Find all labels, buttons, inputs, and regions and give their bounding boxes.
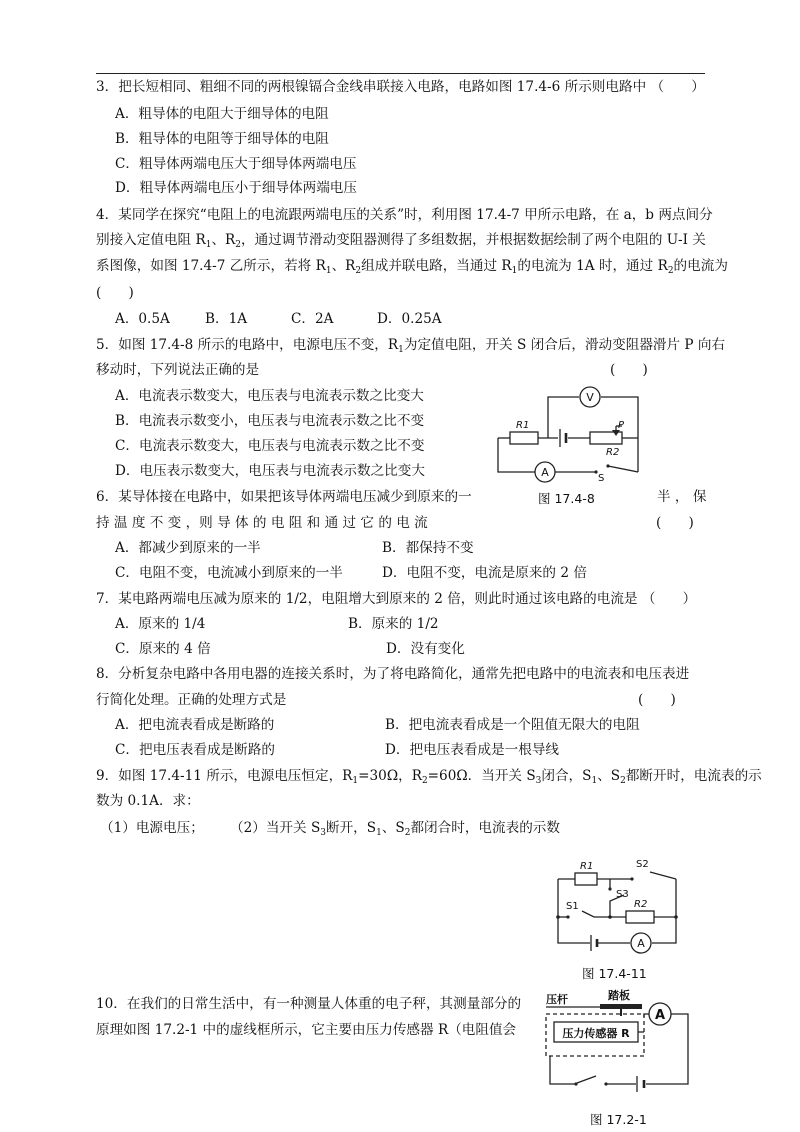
- q4-line2: 别接入定值电阻 $R_1$、$R_2$，通过调节滑动变阻器测得了多组数据，并根据数据绘制了两个电阻的 U-I 关: [96, 232, 706, 250]
- q6-line1-tail: 半 ， 保: [657, 489, 707, 505]
- q10-line2: 原理如图 17.2-1 中的虚线框所示，它主要由压力传感器 R（电阻值会: [96, 1022, 517, 1038]
- voltmeter-label: V: [586, 391, 594, 404]
- q6-option-a: A．都减少到原来的一半: [115, 540, 261, 556]
- scale-circuit-diagram-17-2-1: [540, 990, 700, 1100]
- q10-line1: 10．在我们的日常生活中，有一种测量人体重的电子秤，其测量部分的: [96, 996, 522, 1012]
- q9-part2: （2）当开关 $S_3$断开，$S_1$、$S_2$都闭合时，电流表的示数: [230, 820, 560, 838]
- r2-label: R2: [606, 447, 620, 458]
- s2-label: S2: [636, 859, 649, 870]
- q5-line2: 移动时，下列说法正确的是: [96, 362, 260, 378]
- q5-option-c: C．电流表示数变大，电压表与电流表示数之比不变: [115, 438, 425, 454]
- q6-answer-bracket: ( ): [656, 515, 694, 531]
- footplate-label: 踏板: [608, 989, 630, 1002]
- circuit-diagram-17-4-11: [550, 855, 685, 955]
- s1-label: S1: [566, 901, 579, 912]
- q6-option-c: C．电阻不变，电流减小到原来的一半: [115, 565, 343, 581]
- q8-answer-bracket: ( ): [638, 692, 676, 708]
- ammeter-label: A: [541, 466, 549, 479]
- q8-line1: 8．分析复杂电路中各用电器的连接关系时，为了将电路简化，通常先把电路中的电流表和电压表进: [96, 666, 690, 682]
- footplate: [600, 1004, 642, 1009]
- q4-option-c: C．2A: [291, 311, 334, 327]
- q3-option-d: D．粗导体两端电压小于细导体两端电压: [115, 180, 357, 196]
- figure-caption-17-4-8: 图 17.4-8: [538, 491, 595, 506]
- q3-stem: 3．把长短相同、粗细不同的两根镍镉合金线串联接入电路，电路如图 17.4-6 所示则电路中 （ ）: [96, 79, 705, 95]
- q7-option-b: B．原来的 1/2: [348, 616, 439, 632]
- q8-option-d: D．把电压表看成是一根导线: [385, 742, 560, 758]
- header-rule: [96, 73, 705, 74]
- figure-caption-17-2-1: 图 17.2-1: [590, 1112, 647, 1127]
- q8-option-b: B．把电流表看成是一个阻值无限大的电阻: [385, 717, 640, 733]
- r1-resistor: [575, 873, 597, 885]
- ammeter-label: A: [654, 1008, 666, 1023]
- q8-option-c: C．把电压表看成是断路的: [115, 742, 275, 758]
- q4-option-b: B．1A: [205, 311, 248, 327]
- q5-line1: 5．如图 17.4-8 所示的电路中，电源电压不变，$R_1$为定值电阻，开关 S 闭合后，滑动变阻器滑片 P 向右: [96, 337, 726, 355]
- figure-caption-17-4-11: 图 17.4-11: [582, 966, 647, 981]
- r1-label: R1: [580, 861, 594, 872]
- r1-resistor: [510, 432, 538, 444]
- q5-answer-bracket: ( ): [610, 362, 648, 378]
- q5-option-d: D．电压表示数变大，电压表与电流表示数之比变大: [115, 463, 425, 479]
- r2-label: R2: [634, 899, 648, 910]
- q6-line2: 持 温 度 不 变 ，则 导 体 的 电 阻 和 通 过 它 的 电 流: [96, 515, 428, 531]
- q8-option-a: A．把电流表看成是断路的: [115, 717, 275, 733]
- switch-s-label: S: [598, 473, 605, 484]
- q3-option-a: A．粗导体的电阻大于细导体的电阻: [115, 106, 329, 122]
- r1-label: R1: [516, 420, 530, 431]
- q7-stem: 7．某电路两端电压减为原来的 1/2，电阻增大到原来的 2 倍，则此时通过该电路的电流是 （ ）: [96, 591, 697, 607]
- q9-line1: 9．如图 17.4-11 所示，电源电压恒定，$R_1=30\Omega$，$R_2=60\Omega$．当开关 $S_3$闭合，$S_1$、$S_2$都断开时，电流表的示: [96, 768, 762, 786]
- pressure-sensor-label: 压力传感器 R: [562, 1027, 630, 1040]
- q9-part1: （1）电源电压；: [100, 820, 204, 836]
- q5-option-b: B．电流表示数变小，电压表与电流表示数之比不变: [115, 413, 425, 429]
- q7-option-a: A．原来的 1/4: [115, 616, 206, 632]
- r2-resistor: [626, 911, 654, 923]
- ammeter-label: A: [637, 937, 645, 950]
- s3-label: S3: [616, 889, 629, 900]
- q3-option-b: B．粗导体的电阻等于细导体的电阻: [115, 131, 329, 147]
- q4-option-d: D．0.25A: [377, 311, 442, 327]
- q9-line2: 数为 0.1A．求：: [96, 793, 200, 809]
- q7-option-d: D．没有变化: [386, 641, 465, 657]
- q6-option-b: B．都保持不变: [382, 540, 474, 556]
- q5-option-a: A．电流表示数变大，电压表与电流表示数之比变大: [115, 388, 424, 404]
- q4-answer-bracket: ( ): [96, 285, 134, 301]
- q4-option-a: A．0.5A: [115, 311, 170, 327]
- q6-option-d: D．电阻不变，电流是原来的 2 倍: [382, 565, 587, 581]
- q7-option-c: C．原来的 4 倍: [115, 641, 211, 657]
- q4-line3: 系图像，如图 17.4-7 乙所示，若将 $R_1$、$R_2$组成并联电路，当通过 $R_1$的电流为 1A 时，通过 $R_2$的电流为: [96, 258, 728, 276]
- slider-p-label: P: [618, 420, 625, 431]
- q6-line1: 6．某导体接在电路中，如果把该导体两端电压减少到原来的一: [96, 489, 472, 505]
- q8-line2: 行简化处理。正确的处理方式是: [96, 692, 287, 708]
- q3-option-c: C．粗导体两端电压大于细导体两端电压: [115, 156, 357, 172]
- pressure-rod-label: 压杆: [546, 993, 568, 1006]
- q4-line1: 4．某同学在探究“电阻上的电流跟两端电压的关系”时，利用图 17.4-7 甲所示电路，在 a，b 两点间分: [96, 207, 713, 223]
- circuit-diagram-17-4-8: [490, 380, 650, 484]
